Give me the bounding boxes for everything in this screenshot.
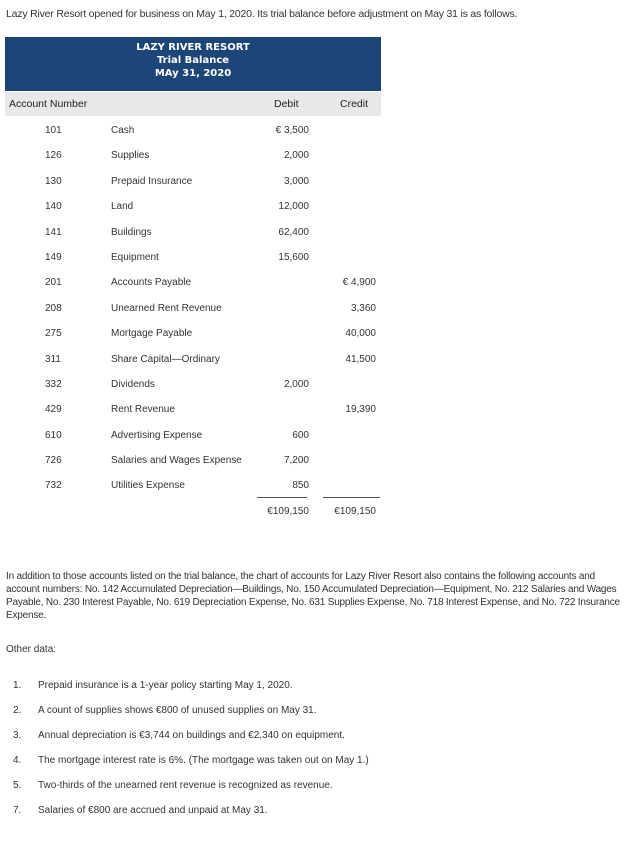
account-number: 208 <box>45 302 62 314</box>
debit-amount: 600 <box>292 429 309 441</box>
credit-amount: 3,360 <box>350 302 376 314</box>
list-item-number: 5. <box>13 780 22 791</box>
list-item-text: A count of supplies shows €800 of unused supplies on May 31. <box>38 705 317 716</box>
debit-amount: € 3,500 <box>275 125 309 136</box>
account-number: 130 <box>45 175 62 187</box>
list-item-number: 4. <box>13 755 22 766</box>
account-number: 149 <box>45 251 62 263</box>
account-number: 610 <box>45 429 62 441</box>
account-name: Advertising Expense <box>111 429 203 441</box>
debit-total: €109,150 <box>267 506 309 517</box>
table-row <box>5 244 381 269</box>
account-name: Unearned Rent Revenue <box>111 302 222 314</box>
debit-amount: 62,400 <box>278 226 309 238</box>
list-item-text: Annual depreciation is €3,744 on buildings and €2,340 on equipment. <box>38 730 345 741</box>
account-name: Prepaid Insurance <box>111 175 193 187</box>
company-name: LAZY RIVER RESORT <box>136 42 250 53</box>
list-item <box>6 680 606 705</box>
other-data-list <box>6 680 606 830</box>
table-row <box>5 117 381 142</box>
list-item <box>6 755 606 780</box>
list-item-number: 7. <box>13 805 22 816</box>
credit-total: €109,150 <box>334 506 376 517</box>
list-item <box>6 730 606 755</box>
table-row <box>5 447 381 472</box>
trial-balance-header <box>5 37 381 91</box>
table-row <box>5 371 381 396</box>
table-row <box>5 219 381 244</box>
list-item-text: Prepaid insurance is a 1-year policy starting May 1, 2020. <box>38 680 293 691</box>
table-row <box>5 320 381 345</box>
column-header-row <box>5 92 381 116</box>
account-name: Equipment <box>111 251 159 263</box>
list-item-number: 3. <box>13 730 22 741</box>
credit-header: Credit <box>340 98 369 110</box>
table-row <box>5 142 381 167</box>
account-number-header: Account Number <box>9 98 88 110</box>
account-number: 126 <box>45 150 62 162</box>
list-item <box>6 705 606 730</box>
list-item-text: Salaries of €800 are accrued and unpaid at May 31. <box>38 805 268 816</box>
table-row <box>5 295 381 320</box>
list-item-text: The mortgage interest rate is 6%. (The mortgage was taken out on May 1.) <box>38 755 369 766</box>
account-name: Supplies <box>111 150 150 162</box>
debit-amount: 3,000 <box>283 175 309 187</box>
debit-amount: 15,600 <box>278 251 309 263</box>
credit-amount: 41,500 <box>345 353 376 365</box>
table-row <box>5 193 381 218</box>
account-name: Share Capital—Ordinary <box>111 353 220 365</box>
account-number: 332 <box>45 378 62 390</box>
account-name: Rent Revenue <box>111 404 175 416</box>
account-number: 201 <box>45 277 62 289</box>
account-name: Salaries and Wages Expense <box>111 455 242 467</box>
account-name: Dividends <box>111 378 155 390</box>
table-row <box>5 346 381 371</box>
credit-total-rule <box>323 497 380 498</box>
debit-amount: 2,000 <box>283 378 309 390</box>
table-row <box>5 269 381 294</box>
account-number: 732 <box>45 480 62 492</box>
table-row <box>5 168 381 193</box>
intro-text: Lazy River Resort opened for business on May 1, 2020. Its trial balance before adjustment on May 31 is as follows. <box>6 8 518 20</box>
credit-amount: 19,390 <box>345 404 376 416</box>
account-number: 429 <box>45 404 62 416</box>
chart-of-accounts-paragraph: In addition to those accounts listed on the trial balance, the chart of accounts for Lazy River Resort also contains the following accounts and account numbers: No. 142 Accumulated Depreciation—Buildings, No. 150 Accumulated Depreciation—Equipment, No. 212 Salaries and Wages Payable, No. 230 Interest Payable, No. 619 Depreciation Expense, No. 631 Supplies Expense, No. 718 Interest Expense, and No. 722 Insurance Expense. <box>6 571 620 621</box>
list-item-number: 2. <box>13 705 22 716</box>
account-name: Buildings <box>111 226 152 238</box>
account-number: 726 <box>45 455 62 467</box>
credit-amount: 40,000 <box>345 328 376 340</box>
table-row <box>5 396 381 421</box>
other-data-label: Other data: <box>6 644 57 655</box>
table-row <box>5 422 381 447</box>
account-name: Land <box>111 201 134 213</box>
debit-amount: 7,200 <box>283 455 309 467</box>
account-name: Accounts Payable <box>111 277 192 289</box>
debit-amount: 12,000 <box>278 201 309 213</box>
account-number: 101 <box>45 125 62 136</box>
account-name: Cash <box>111 125 135 136</box>
account-number: 311 <box>45 353 61 365</box>
credit-amount: € 4,900 <box>342 277 376 289</box>
account-number: 140 <box>45 201 62 213</box>
trial-balance-rows <box>5 117 381 498</box>
statement-title: Trial Balance <box>156 55 230 66</box>
account-name: Mortgage Payable <box>111 328 193 340</box>
table-row <box>5 472 381 497</box>
list-item <box>6 805 606 830</box>
statement-date: MAy 31, 2020 <box>154 68 232 79</box>
debit-total-rule <box>257 497 307 498</box>
account-number: 141 <box>45 226 62 238</box>
list-item-number: 1. <box>13 680 22 691</box>
list-item <box>6 780 606 805</box>
account-number: 275 <box>45 328 62 340</box>
account-name: Utilities Expense <box>111 480 185 492</box>
list-item-text: Two-thirds of the unearned rent revenue is recognized as revenue. <box>38 780 333 791</box>
debit-amount: 850 <box>292 480 309 492</box>
debit-amount: 2,000 <box>283 150 309 162</box>
debit-header: Debit <box>274 98 299 110</box>
